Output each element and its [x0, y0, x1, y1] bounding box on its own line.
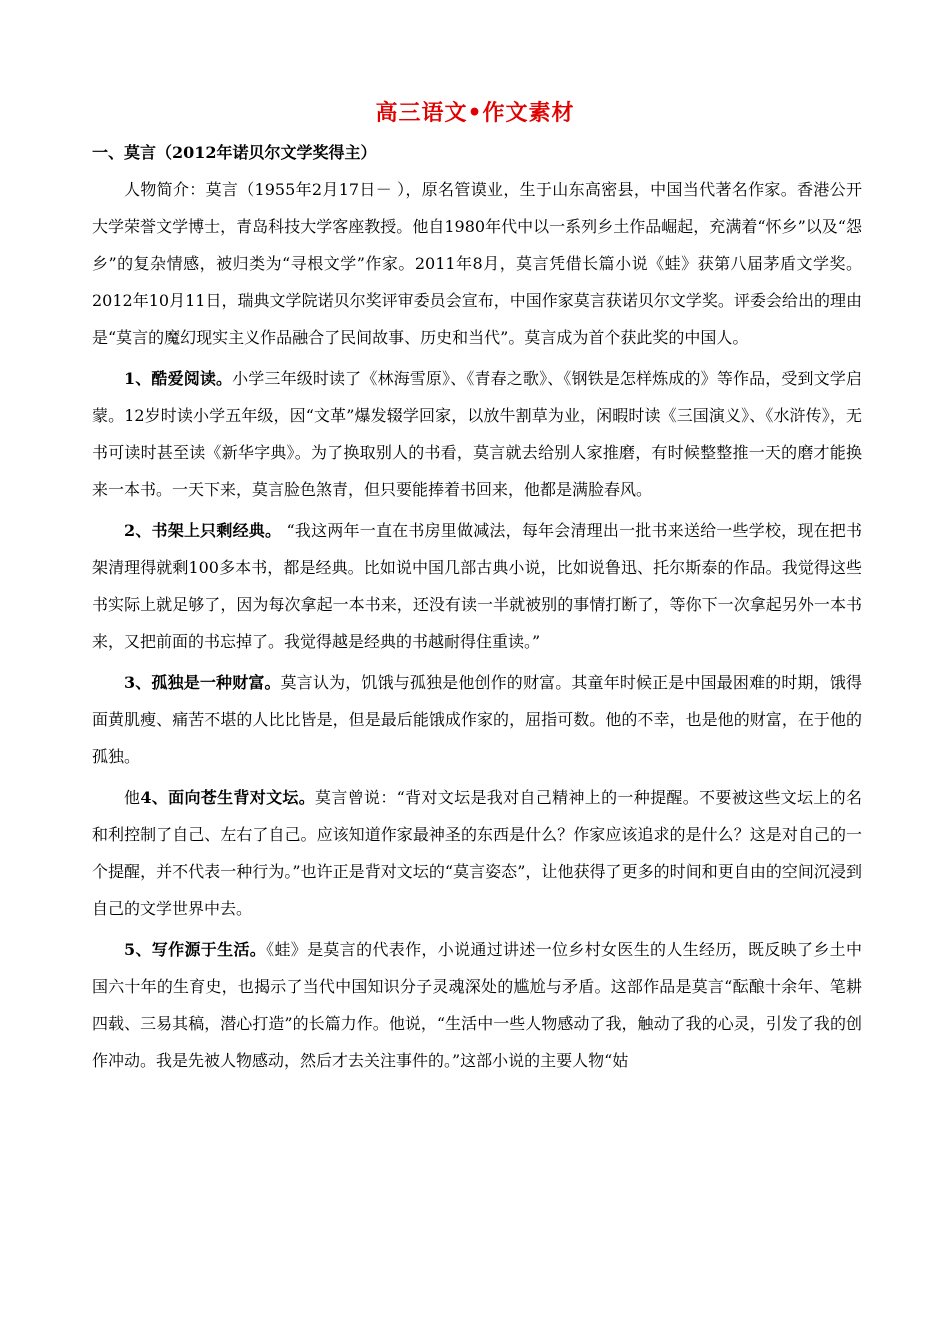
section-heading: 一、莫言（2012年诺贝尔文学奖得主）	[92, 143, 377, 162]
paragraph-5	[92, 931, 862, 1079]
paragraph-text: 《蛙》是莫言的代表作，小说通过讲述一位乡村女医生的人生经历，既反映了乡土中国六十年的生育史，也揭示了当代中国知识分子灵魂深处的尴尬与矛盾。这部作品是莫言“酝酿十余年、笔耕四载、三易其稿，潜心打造”的长篇力作。他说，“生活中一些人物感动了我，触动了我的心灵，引发了我的创作冲动。我是先被人物感动，然后才去关注事件的。”这部小说的主要人物“姑	[92, 940, 862, 1070]
paragraph-lead: 2、书架上只剩经典。	[124, 521, 282, 540]
paragraph-1	[92, 360, 862, 508]
paragraph-lead: 3、孤独是一种财富。	[124, 673, 281, 692]
paragraph-2	[92, 512, 862, 660]
paragraph-4	[92, 779, 862, 927]
document-title: 高三语文•作文素材	[375, 100, 575, 126]
paragraph-lead: 1、酷爱阅读。	[124, 369, 233, 388]
paragraph-text: “我这两年一直在书房里做减法，每年会清理出一批书来送给一些学校，现在把书架清理得就剩100多本书，都是经典。比如说中国几部古典小说，比如说鲁迅、托尔斯泰的作品。我觉得这些书实际上就足够了，因为每次拿起一本书来，还没有读一半就被别的事情打断了，等你下一次拿起另外一本书来，又把前面的书忘掉了。我觉得越是经典的书越耐得住重读。”	[92, 521, 862, 651]
paragraph-text: 人物简介：莫言（1955年2月17日－ ），原名管谟业，生于山东高密县，中国当代著名作家。香港公开大学荣誉文学博士，青岛科技大学客座教授。他自1980年代中以一系列乡土作品崛起，充满着“怀乡”以及“怨乡”的复杂情感，被归类为“寻根文学”作家。2011年8月，莫言凭借长篇小说《蛙》获第八届茅盾文学奖。2012年10月11日，瑞典文学院诺贝尔奖评审委员会宣布，中国作家莫言获诺贝尔文学奖。评委会给出的理由是“莫言的魔幻现实主义作品融合了民间故事、历史和当代”。莫言成为首个获此奖的中国人。	[92, 180, 862, 347]
paragraph-text: 莫言认为，饥饿与孤独是他创作的财富。其童年时候正是中国最困难的时期，饿得面黄肌瘦、痛苦不堪的人比比皆是，但是最后能饿成作家的，屈指可数。他的不幸，也是他的财富，在于他的孤独。	[92, 673, 862, 766]
paragraph-text: 莫言曾说：“背对文坛是我对自己精神上的一种提醒。不要被这些文坛上的名和利控制了自己、左右了自己。应该知道作家最神圣的东西是什么？作家应该追求的是什么？这是对自己的一个提醒，并不代表一种行为。”也许正是背对文坛的“莫言姿态”，让他获得了更多的时间和更自由的空间沉浸到自己的文学世界中去。	[92, 788, 862, 918]
paragraph-lead: 4、面向苍生背对文坛。	[140, 788, 316, 807]
document-body	[92, 171, 862, 1079]
paragraph-lead: 5、写作源于生活。	[124, 940, 267, 959]
paragraph-prefix: 他	[124, 788, 141, 807]
paragraph-3	[92, 664, 862, 775]
paragraph-intro	[92, 171, 862, 356]
paragraph-text: 小学三年级时读了《林海雪原》、《青春之歌》、《钢铁是怎样炼成的》等作品，受到文学启蒙。12岁时读小学五年级，因“文革”爆发辍学回家，以放牛割草为业，闲暇时读《三国演义》、《水浒传》，无书可读时甚至读《新华字典》。为了换取别人的书看，莫言就去给别人家推磨，有时候整整推一天的磨才能换来一本书。一天下来，莫言脸色煞青，但只要能捧着书回来，他都是满脸春风。	[92, 369, 862, 499]
